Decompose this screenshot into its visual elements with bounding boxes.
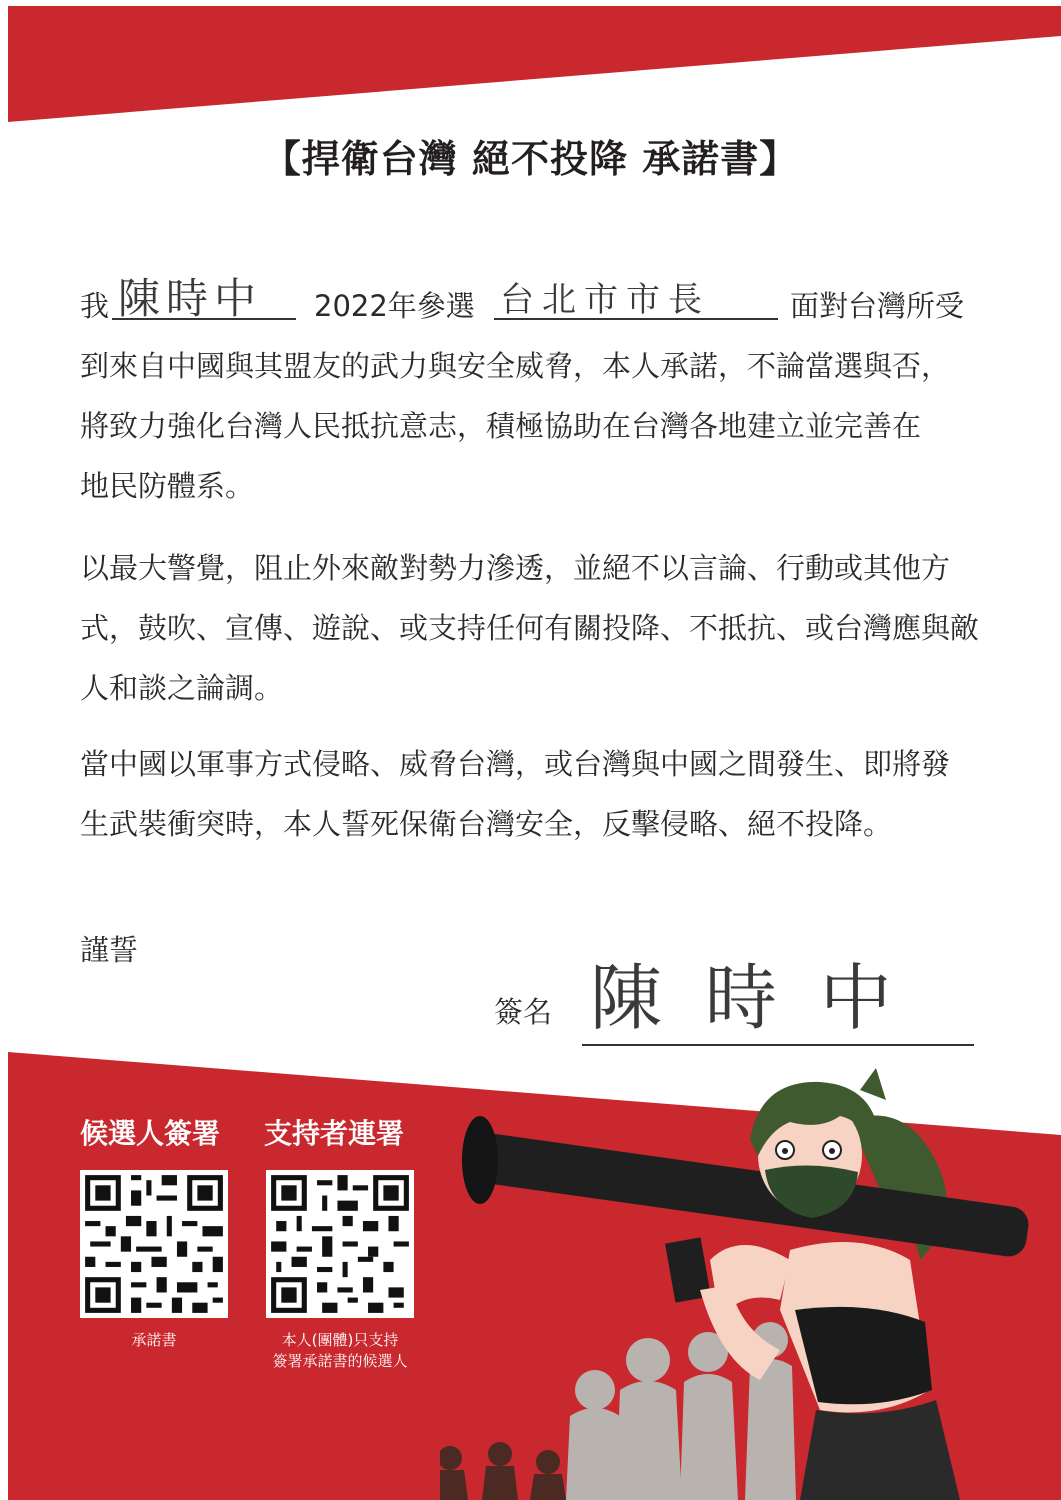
- signature-label: 簽名: [494, 995, 553, 1029]
- qr1-caption: 承諾書: [131, 1331, 177, 1349]
- handwritten-signature: 陳 時 中: [590, 956, 902, 1040]
- name-underline: [112, 318, 296, 320]
- paragraph1-line3: 地民防體系。: [80, 469, 255, 503]
- illustration-defender: [440, 1060, 1061, 1500]
- paragraph2-line1: 以最大警覺，阻止外來敵對勢力滲透，並絕不以言論、行動或其他方: [80, 551, 951, 585]
- paragraph2-line2: 式，鼓吹、宣傳、遊說、或支持任何有關投降、不抵抗、或台灣應與敵: [80, 611, 980, 645]
- qr2-caption: [240, 1330, 440, 1372]
- closing-oath: 謹誓: [80, 933, 139, 967]
- soldier-silhouettes: [440, 1440, 566, 1500]
- qr-code-supporter[interactable]: [266, 1170, 414, 1318]
- supporter-sign-heading: 支持者連署: [264, 1117, 405, 1150]
- candidate-sign-heading: 候選人簽署: [80, 1117, 221, 1150]
- handwritten-candidate-name: 陳時中: [118, 274, 263, 323]
- intro-year: 2022年參選: [314, 289, 475, 323]
- paragraph1-line2: 將致力強化台灣人民抵抗意志，積極協助在台灣各地建立並完善在: [80, 409, 922, 443]
- qr-code-pledge[interactable]: [80, 1170, 228, 1318]
- office-underline: [494, 318, 778, 320]
- intro-suffix: 面對台灣所受: [790, 289, 965, 323]
- handwritten-office: 台北市市長: [500, 280, 710, 320]
- top-red-band: [8, 6, 1061, 122]
- paragraph3-line2: 生武裝衝突時，本人誓死保衛台灣安全，反擊侵略、絕不投降。: [80, 807, 893, 841]
- top-garment: [795, 1307, 932, 1404]
- paragraph3-line1: 當中國以軍事方式侵略、威脅台灣，或台灣與中國之間發生、即將發: [80, 747, 951, 781]
- skirt: [800, 1400, 960, 1500]
- qr2-caption-line2: 簽署承諾書的候選人: [272, 1352, 408, 1370]
- qr2-caption-line1: 本人(團體)只支持: [281, 1331, 399, 1349]
- intro-prefix: 我: [80, 289, 110, 323]
- paragraph1-line1: 到來自中國與其盟友的武力與安全威脅，本人承諾，不論當選與否，: [80, 349, 951, 383]
- paragraph2-line3: 人和談之論調。: [80, 671, 284, 705]
- document-title: 【捍衛台灣 絕不投降 承諾書】: [262, 137, 799, 181]
- signature-underline: [582, 1044, 974, 1046]
